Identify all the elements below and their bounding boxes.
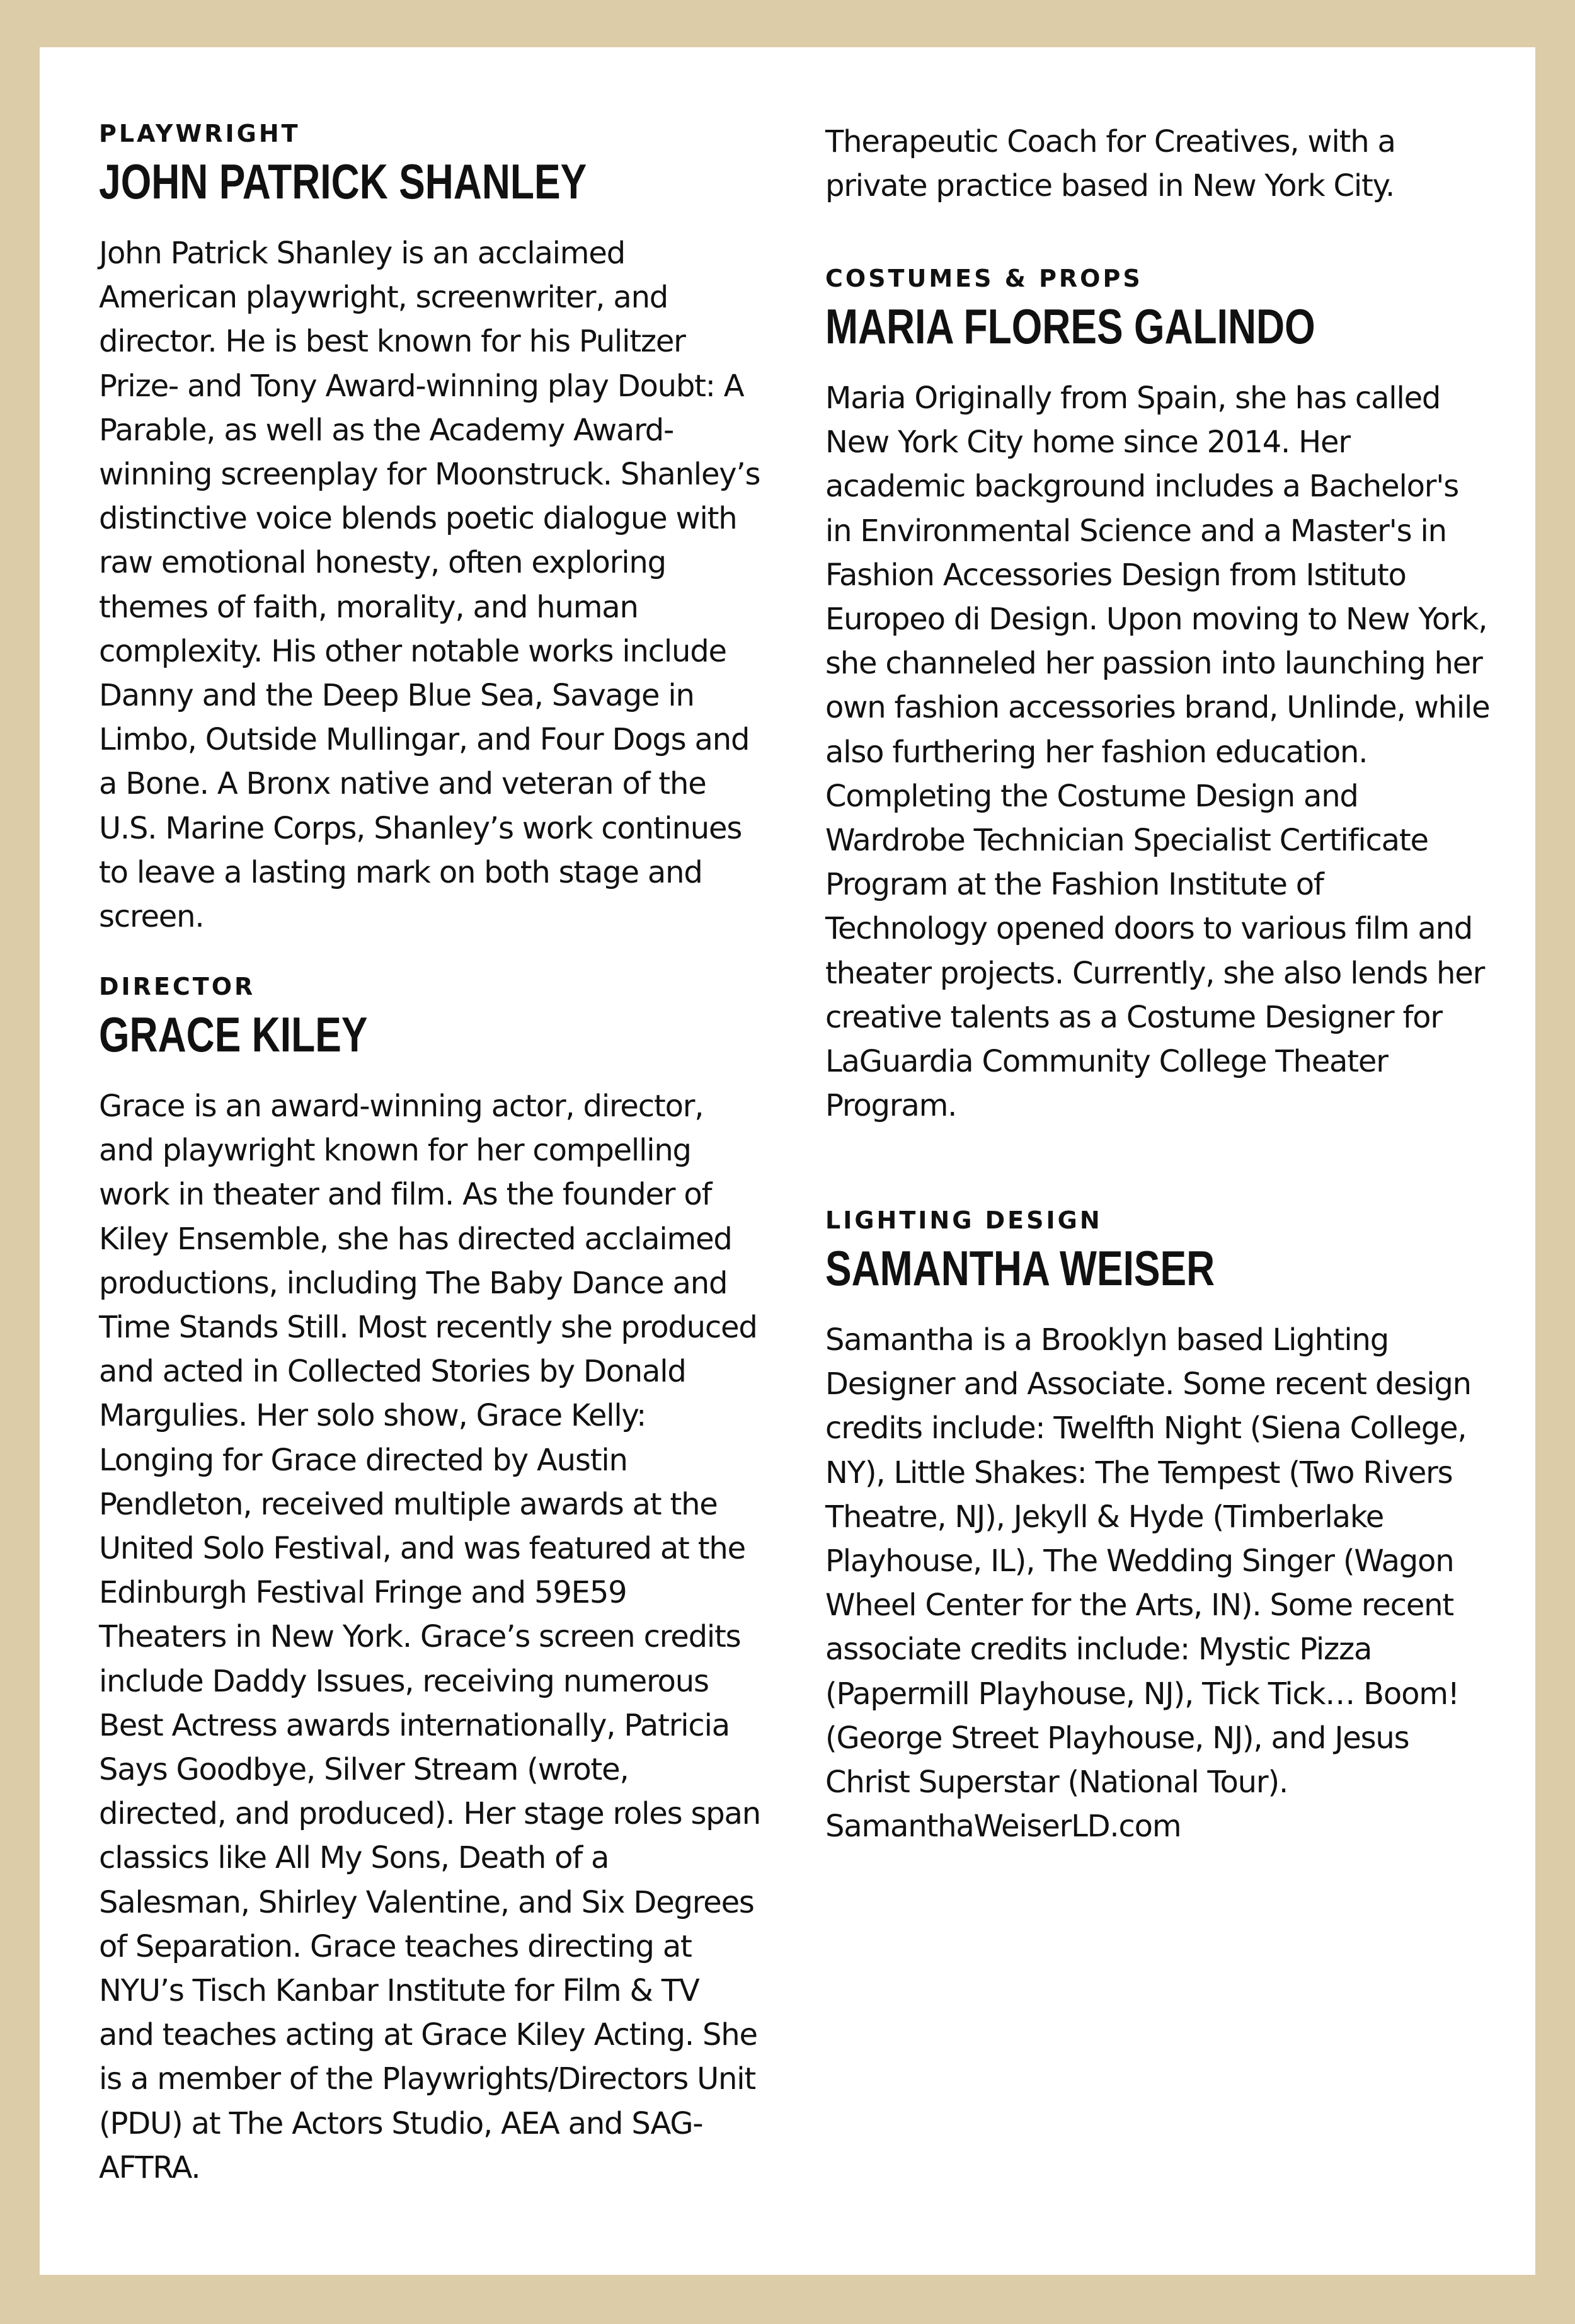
role-label: LIGHTING DESIGN	[825, 1206, 1102, 1234]
person-name: MARIA FLORES GALINDO	[825, 299, 1315, 354]
role-label: COSTUMES & PROPS	[825, 265, 1143, 292]
lighting-section	[825, 1208, 1493, 1848]
bio-continuation-text: Therapeutic Coach for Creatives, with a private practice based in New York City.	[825, 124, 1395, 204]
person-name: SAMANTHA WEISER	[825, 1240, 1215, 1296]
playwright-section	[99, 122, 760, 939]
director-section	[99, 975, 760, 2190]
program-page	[40, 47, 1535, 2275]
bio-text: John Patrick Shanley is an acclaimed American playwright, screenwriter, and director. He is best known for his Pulitzer Prize- and Tony Award-winning play Doubt: A Parable, as well as the Academy Award-winning screenplay for Moonstruck. Shanley’s distinctive voice blends poetic dialogue with raw emotional honesty, often exploring themes of faith, morality, and human complexity. His other notable works include Danny and the Deep Blue Sea, Savage in Limbo, Outside Mullingar, and Four Dogs and a Bone. A Bronx native and veteran of the U.S. Marine Corps, Shanley’s work continues to leave a lasting mark on both stage and screen.	[99, 236, 760, 935]
person-name: JOHN PATRICK SHANLEY	[99, 154, 587, 209]
continued-bio	[825, 120, 1493, 208]
bio-text: Maria Originally from Spain, she has called New York City home since 2014. Her academic background includes a Bachelor's in Environmental Science and a Master's in Fashion Accessories Design from Istituto Europeo di Design. Upon moving to New York, she channeled her passion into launching her own fashion accessories brand, Unlinde, while also furthering her fashion education. Completing the Costume Design and Wardrobe Technician Specialist Certificate Program at the Fashion Institute of Technology opened doors to various film and theater projects. Currently, she also lends her creative talents as a Costume Designer for LaGuardia Community College Theater Program.	[825, 381, 1490, 1124]
costumes-section	[825, 266, 1493, 1128]
person-name: GRACE KILEY	[99, 1007, 368, 1062]
bio-text: Samantha is a Brooklyn based Lighting Designer and Associate. Some recent design credits include: Twelfth Night (Siena College, NY), Little Shakes: The Tempest (Two Rivers Theatre, NJ), Jekyll & Hyde (Timberlake Playhouse, IL), The Wedding Singer (Wagon Wheel Center for the Arts, IN). Some recent associate credits include: Mystic Pizza (Papermill Playhouse, NJ), Tick Tick… Boom! (George Street Playhouse, NJ), and Jesus Christ Superstar (National Tour). SamanthaWeiserLD.com	[825, 1322, 1471, 1845]
role-label: PLAYWRIGHT	[99, 120, 301, 147]
bio-text: Grace is an award-winning actor, director, and playwright known for her compelling work in theater and film. As the founder of Kiley Ensemble, she has directed acclaimed productions, including The Baby Dance and Time Stands Still. Most recently she produced and acted in Collected Stories by Donald Margulies. Her solo show, Grace Kelly: Longing for Grace directed by Austin Pendleton, received multiple awards at the United Solo Festival, and was featured at the Edinburgh Festival Fringe and 59E59 Theaters in New York. Grace’s screen credits include Daddy Issues, receiving numerous Best Actress awards internationally, Patricia Says Goodbye, Silver Stream (wrote, directed, and produced). Her stage roles span classics like All My Sons, Death of a Salesman, Shirley Valentine, and Six Degrees of Separation. Grace teaches directing at NYU’s Tisch Kanbar Institute for Film & TV and teaches acting at Grace Kiley Acting. She is a member of the Playwrights/Directors Unit (PDU) at The Actors Studio, AEA and SAG-AFTRA.	[99, 1089, 760, 2185]
role-label: DIRECTOR	[99, 973, 256, 1000]
